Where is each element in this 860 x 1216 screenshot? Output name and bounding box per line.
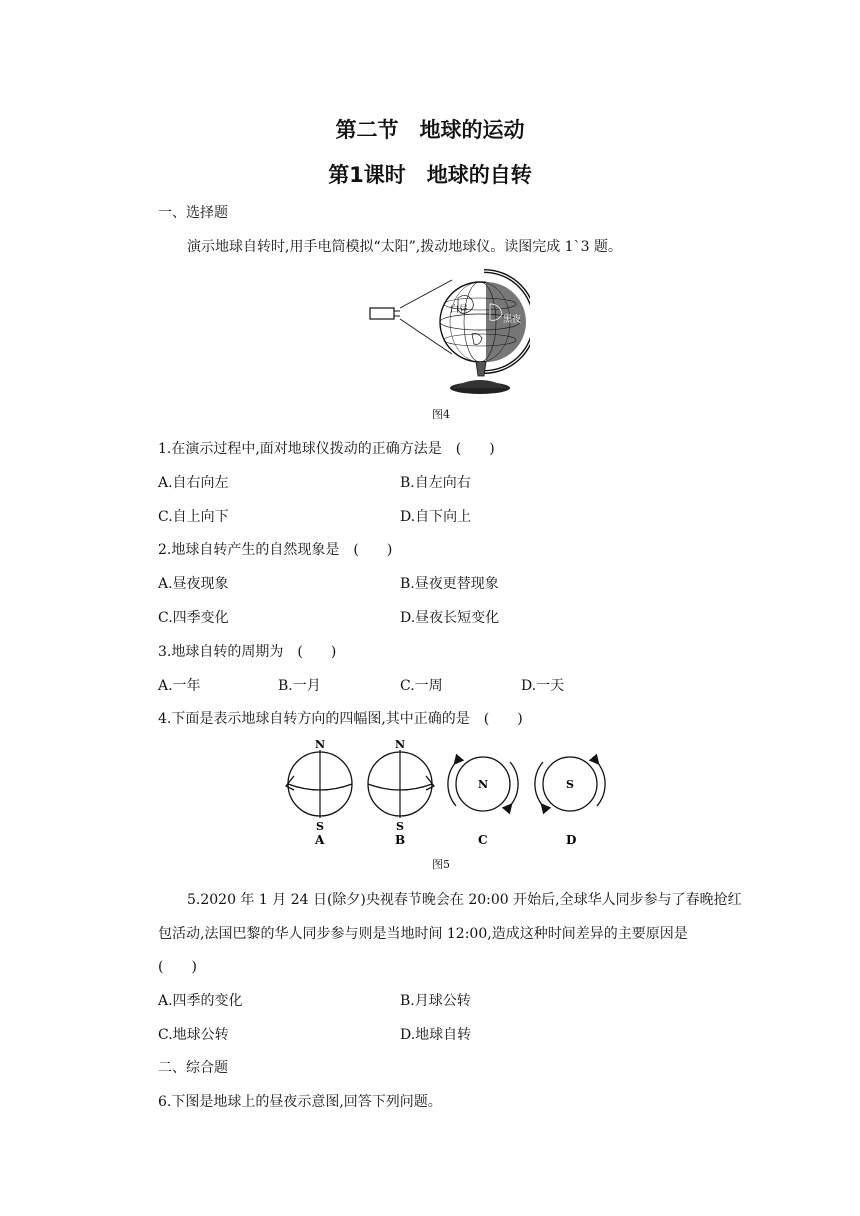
diagram-c-letter: C [478,833,488,847]
question-5-line-3: ( ) [158,959,197,975]
day-label: 白昼 [450,305,469,315]
diagram-a [286,738,352,847]
lesson-title: 第1课时 地球的自转 [328,163,532,187]
question-1-stem: 1.在演示过程中,面对地球仪拨动的正确方法是 ( ) [158,441,495,457]
diagram-a-letter: A [315,833,325,847]
question-2-option-c: C.四季变化 [158,610,229,626]
question-3-option-c: C.一周 [400,678,443,694]
diagram-d-letter: D [566,833,577,847]
question-1-option-c: C.自上向下 [158,509,229,525]
question-1-option-d: D.自下向上 [400,509,472,525]
question-6-stem: 6.下图是地球上的昼夜示意图,回答下列问题。 [158,1094,442,1110]
globe-flashlight-figure [360,264,530,400]
diagram-b-south-label: S [396,820,404,833]
diagram-a-south-label: S [316,820,324,833]
question-2-option-b: B.昼夜更替现象 [400,576,499,592]
diagram-b [368,738,434,847]
figure4-caption: 图4 [432,408,450,421]
diagram-a-north-label: N [315,738,326,751]
question-5-option-b: B.月球公转 [400,993,471,1009]
diagram-b-north-label: N [395,738,406,751]
question-1-option-a: A.自右向左 [158,475,229,491]
section-heading-choice: 一、选择题 [158,205,228,221]
question-5-option-d: D.地球自转 [400,1027,472,1043]
question-3-stem: 3.地球自转的周期为 ( ) [158,644,337,660]
question-3-option-a: A.一年 [158,678,201,694]
question-5-option-c: C.地球公转 [158,1027,229,1043]
diagram-c-center-label: N [478,778,489,791]
question-2-option-a: A.昼夜现象 [158,576,229,592]
diagram-b-letter: B [395,833,406,847]
section-heading-comprehensive: 二、综合题 [158,1060,228,1076]
question-3-option-d: D.一天 [521,678,565,694]
diagram-c [448,757,518,847]
diagram-d-center-label: S [566,778,574,791]
figure5-caption: 图5 [432,858,450,871]
question-5-line-1: 5.2020 年 1 月 24 日(除夕)央视春节晚会在 20:00 开始后,全球华人同步参与了春晚抢红 [187,892,742,908]
chapter-title: 第二节 地球的运动 [335,118,525,142]
flashlight-icon [370,308,394,319]
question-5-option-a: A.四季的变化 [158,993,243,1009]
question-2-option-d: D.昼夜长短变化 [400,610,500,626]
rotation-direction-figure [280,736,620,848]
question-3-option-b: B.一月 [278,678,321,694]
question-2-stem: 2.地球自转产生的自然现象是 ( ) [158,542,393,558]
diagram-d [535,757,605,847]
question-4-stem: 4.下面是表示地球自转方向的四幅图,其中正确的是 ( ) [158,711,523,727]
question-1-option-b: B.自左向右 [400,475,471,491]
intro-text: 演示地球自转时,用手电筒模拟“太阳”,拨动地球仪。读图完成 1`3 题。 [187,239,622,255]
night-label: 黑夜 [503,315,522,325]
question-5-line-2: 包活动,法国巴黎的华人同步参与则是当地时间 12:00,造成这种时间差异的主要原因是 [158,926,688,942]
